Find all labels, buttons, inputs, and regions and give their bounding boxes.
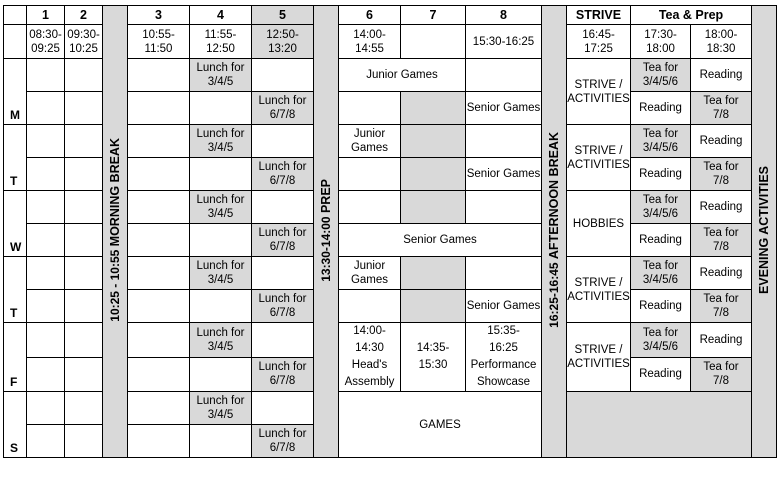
corner-cell	[4, 6, 27, 25]
lunch-345-cell: Lunch for 3/4/5	[190, 323, 252, 358]
junior-games-cell: Junior Games	[339, 59, 466, 92]
period-2-header: 2	[65, 6, 103, 25]
strive-activities-cell: STRIVE / ACTIVITIES	[567, 59, 631, 125]
period-8-header: 8	[466, 6, 542, 25]
tea-3456-cell: Tea for 3/4/5/6	[631, 59, 691, 92]
morning-break-column	[103, 6, 128, 458]
lunch-345-cell: Lunch for 3/4/5	[190, 257, 252, 290]
tea-3456-cell: Tea for 3/4/5/6	[631, 257, 691, 290]
period-3-header: 3	[128, 6, 190, 25]
reading-cell: Reading	[691, 323, 752, 358]
lunch-678-cell: Lunch for 6/7/8	[252, 425, 314, 458]
time-prep: 18:00- 18:30	[691, 25, 752, 59]
afternoon-break-column	[542, 6, 567, 458]
lunch-345-cell: Lunch for 3/4/5	[190, 59, 252, 92]
morning-break-time: 10:25 - 10:55	[108, 249, 122, 322]
day-label-thursday: T	[4, 257, 27, 323]
senior-games-cell: Senior Games	[466, 92, 542, 125]
time-p8: 15:30-16:25	[466, 25, 542, 59]
reading-cell: Reading	[691, 257, 752, 290]
afternoon-break-time: 16:25-16:45	[547, 262, 561, 328]
morning-break-label: MORNING BREAK	[108, 138, 122, 247]
prep-column	[314, 6, 339, 458]
tea-3456-cell: Tea for 3/4/5/6	[631, 125, 691, 158]
prep-time: 13:30-14:00	[319, 216, 333, 282]
time-strive: 16:45- 17:25	[567, 25, 631, 59]
day-label-saturday: S	[4, 392, 27, 458]
time-p3: 10:55- 11:50	[128, 25, 190, 59]
games-cell: GAMES	[339, 392, 542, 458]
reading-cell: Reading	[691, 59, 752, 92]
day-label-wednesday: W	[4, 191, 27, 257]
tea-78-cell: Tea for 7/8	[691, 224, 752, 257]
junior-games-cell: Junior Games	[339, 125, 401, 158]
reading-cell: Reading	[631, 92, 691, 125]
period-4-header: 4	[190, 6, 252, 25]
day-label-tuesday: T	[4, 125, 27, 191]
senior-games-cell: Senior Games	[339, 224, 542, 257]
lunch-678-cell: Lunch for 6/7/8	[252, 357, 314, 392]
reading-cell: Reading	[691, 125, 752, 158]
time-tea: 17:30- 18:00	[631, 25, 691, 59]
tea-78-cell: Tea for 7/8	[691, 158, 752, 191]
reading-cell: Reading	[631, 158, 691, 191]
time-p1: 08:30- 09:25	[27, 25, 65, 59]
time-p6: 14:00- 14:55	[339, 25, 401, 59]
afternoon-break-label: AFTERNOON BREAK	[547, 132, 561, 260]
strive-header: STRIVE	[567, 6, 631, 25]
day-label-monday: M	[4, 59, 27, 125]
time-corner	[4, 25, 27, 59]
time-p5: 12:50- 13:20	[252, 25, 314, 59]
heads-assembly-cell: 14:00- 14:30 Head's Assembly	[339, 323, 401, 392]
time-p7	[401, 25, 466, 59]
junior-games-cell: Junior Games	[339, 257, 401, 290]
tea-78-cell: Tea for 7/8	[691, 92, 752, 125]
lunch-345-cell: Lunch for 3/4/5	[190, 392, 252, 425]
time-p4: 11:55- 12:50	[190, 25, 252, 59]
senior-games-cell: Senior Games	[466, 158, 542, 191]
reading-cell: Reading	[691, 191, 752, 224]
tea-prep-header: Tea & Prep	[631, 6, 752, 25]
reading-cell: Reading	[631, 224, 691, 257]
evening-activities-label: EVENING ACTIVITIES	[757, 165, 771, 295]
time-p2: 09:30- 10:25	[65, 25, 103, 59]
lunch-678-cell: Lunch for 6/7/8	[252, 224, 314, 257]
lunch-678-cell: Lunch for 6/7/8	[252, 92, 314, 125]
hobbies-cell: HOBBIES	[567, 191, 631, 257]
reading-cell: Reading	[631, 290, 691, 323]
lunch-345-cell: Lunch for 3/4/5	[190, 191, 252, 224]
period-1-header: 1	[27, 6, 65, 25]
saturday-evening-empty	[567, 392, 752, 458]
period-5-header: 5	[252, 6, 314, 25]
strive-activities-cell: STRIVE / ACTIVITIES	[567, 257, 631, 323]
lunch-678-cell: Lunch for 6/7/8	[252, 290, 314, 323]
period-7-friday-cell: 14:35- 15:30	[401, 323, 466, 392]
lunch-345-cell: Lunch for 3/4/5	[190, 125, 252, 158]
timetable	[3, 5, 777, 458]
tea-3456-cell: Tea for 3/4/5/6	[631, 191, 691, 224]
prep-label: PREP	[319, 178, 333, 213]
period-6-header: 6	[339, 6, 401, 25]
tea-78-cell: Tea for 7/8	[691, 290, 752, 323]
senior-games-cell: Senior Games	[466, 290, 542, 323]
tea-3456-cell: Tea for 3/4/5/6	[631, 323, 691, 358]
performance-showcase-cell: 15:35- 16:25 Performance Showcase	[466, 323, 542, 392]
lunch-678-cell: Lunch for 6/7/8	[252, 158, 314, 191]
strive-activities-cell: STRIVE / ACTIVITIES	[567, 125, 631, 191]
period-7-header: 7	[401, 6, 466, 25]
evening-activities-column	[752, 6, 777, 458]
strive-activities-cell: STRIVE / ACTIVITIES	[567, 323, 631, 392]
tea-78-cell: Tea for 7/8	[691, 357, 752, 392]
day-label-friday: F	[4, 323, 27, 392]
reading-cell: Reading	[631, 357, 691, 392]
period-header-row	[4, 6, 777, 25]
